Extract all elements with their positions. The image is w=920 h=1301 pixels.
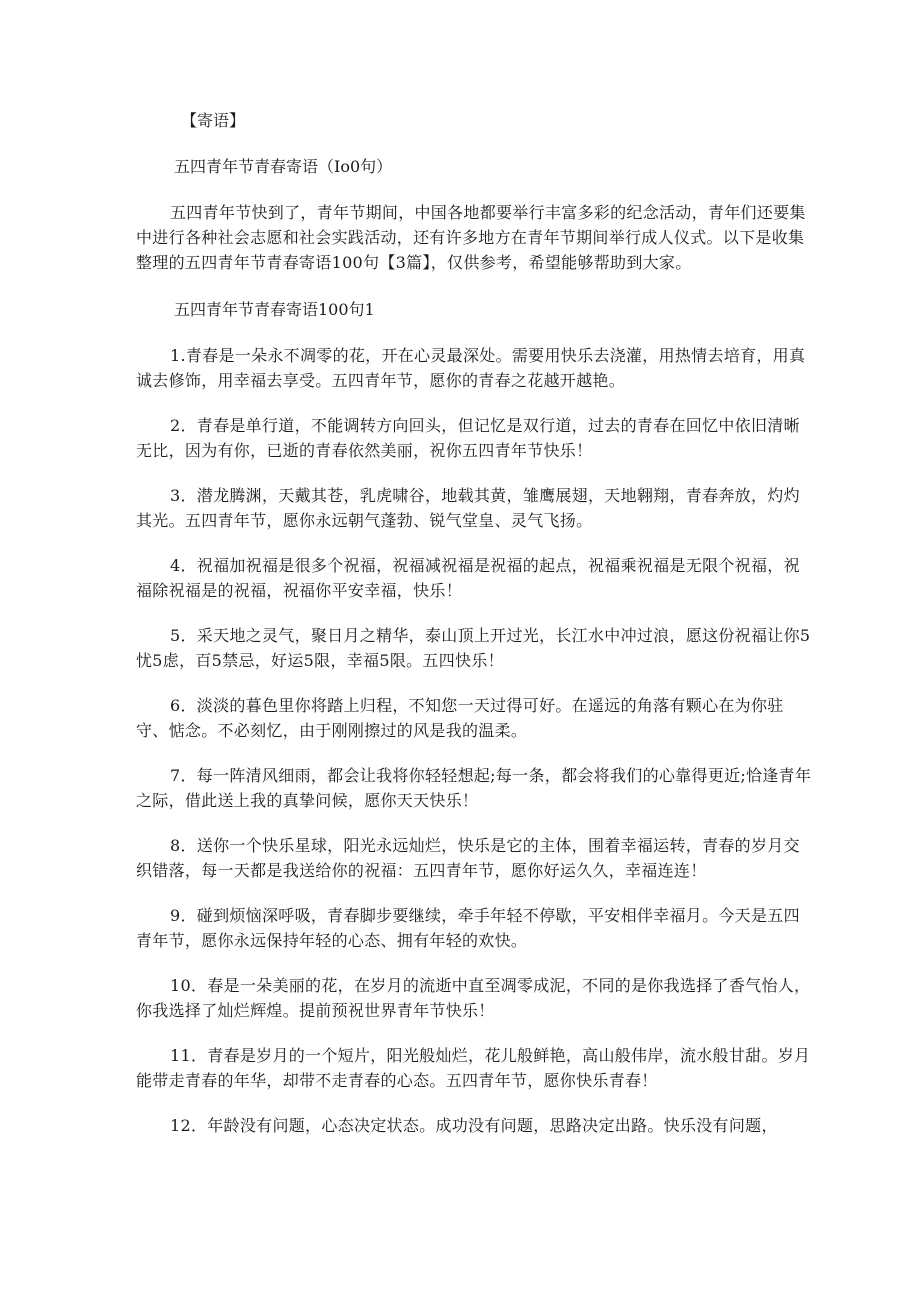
list-item: 11．青春是岁月的一个短片，阳光般灿烂，花儿般鲜艳，高山般伟岸，流水般甘甜。岁月能带走青春的年华，却带不走青春的心态。五四青年节，愿你快乐青春！ [136, 1046, 811, 1090]
list-item: 4．祝福加祝福是很多个祝福，祝福减祝福是祝福的起点，祝福乘祝福是无限个祝福，祝福除祝福是的祝福，祝福你平安幸福，快乐！ [136, 556, 800, 600]
document-body [136, 108, 812, 1138]
section-subtitle: 五四青年节青春寄语100句1 [174, 300, 375, 319]
list-item: 1.青春是一朵永不凋零的花，开在心灵最深处。需要用快乐去浇灌，用热情去培育，用真诚去修饰，用幸福去享受。五四青年节，愿你的青春之花越开越艳。 [136, 346, 806, 390]
intro-paragraph: 五四青年节快到了，青年节期间，中国各地都要举行丰富多彩的纪念活动，青年们还要集中进行各种社会志愿和社会实践活动，还有许多地方在青年节期间举行成人仪式。以下是收集整理的五四青年节青春寄语100句【3篇】，仅供参考，希望能够帮助到大家。 [136, 203, 806, 272]
list-item: 8．送你一个快乐星球，阳光永远灿烂，快乐是它的主体，围着幸福运转，青春的岁月交织错落，每一天都是我送给你的祝福：五四青年节，愿你好运久久，幸福连连！ [136, 836, 800, 880]
list-item: 10．春是一朵美丽的花，在岁月的流逝中直至凋零成泥，不同的是你我选择了香气怡人，你我选择了灿烂辉煌。提前预祝世界青年节快乐！ [136, 976, 811, 1020]
list-item: 6．淡淡的暮色里你将踏上归程，不知您一天过得可好。在遥远的角落有颗心在为你驻守、惦念。不必刻忆，由于刚刚擦过的风是我的温柔。 [136, 696, 784, 740]
list-item: 9．碰到烦恼深呼吸，青春脚步要继续，牵手年轻不停歇，平安相伴幸福月。今天是五四青年节，愿你永远保持年轻的心态、拥有年轻的欢快。 [136, 906, 800, 950]
list-item: 12．年龄没有问题，心态决定状态。成功没有问题，思路决定出路。快乐没有问题， [170, 1116, 778, 1135]
list-item: 3．潜龙腾渊，天戴其苍，乳虎啸谷，地载其黄，雏鹰展翅，天地翱翔，青春奔放，灼灼其光。五四青年节，愿你永远朝气蓬勃、锐气堂皇、灵气飞扬。 [136, 486, 800, 530]
list-item: 7．每一阵清风细雨，都会让我将你轻轻想起;每一条，都会将我们的心靠得更近;恰逢青年之际，借此送上我的真挚问候，愿你天天快乐！ [136, 766, 812, 810]
list-item: 2．青春是单行道，不能调转方向回头，但记忆是双行道，过去的青春在回忆中依旧清晰无比，因为有你，已逝的青春依然美丽，祝你五四青年节快乐！ [136, 416, 800, 460]
list-item: 5．采天地之灵气，聚日月之精华，泰山顶上开过光，长江水中冲过浪，愿这份祝福让你5忧5虑，百5禁忌，好运5限，幸福5限。五四快乐！ [136, 626, 811, 670]
section-tag: 【寄语】 [181, 111, 246, 130]
document-title: 五四青年节青春寄语（Io0句） [174, 157, 393, 176]
